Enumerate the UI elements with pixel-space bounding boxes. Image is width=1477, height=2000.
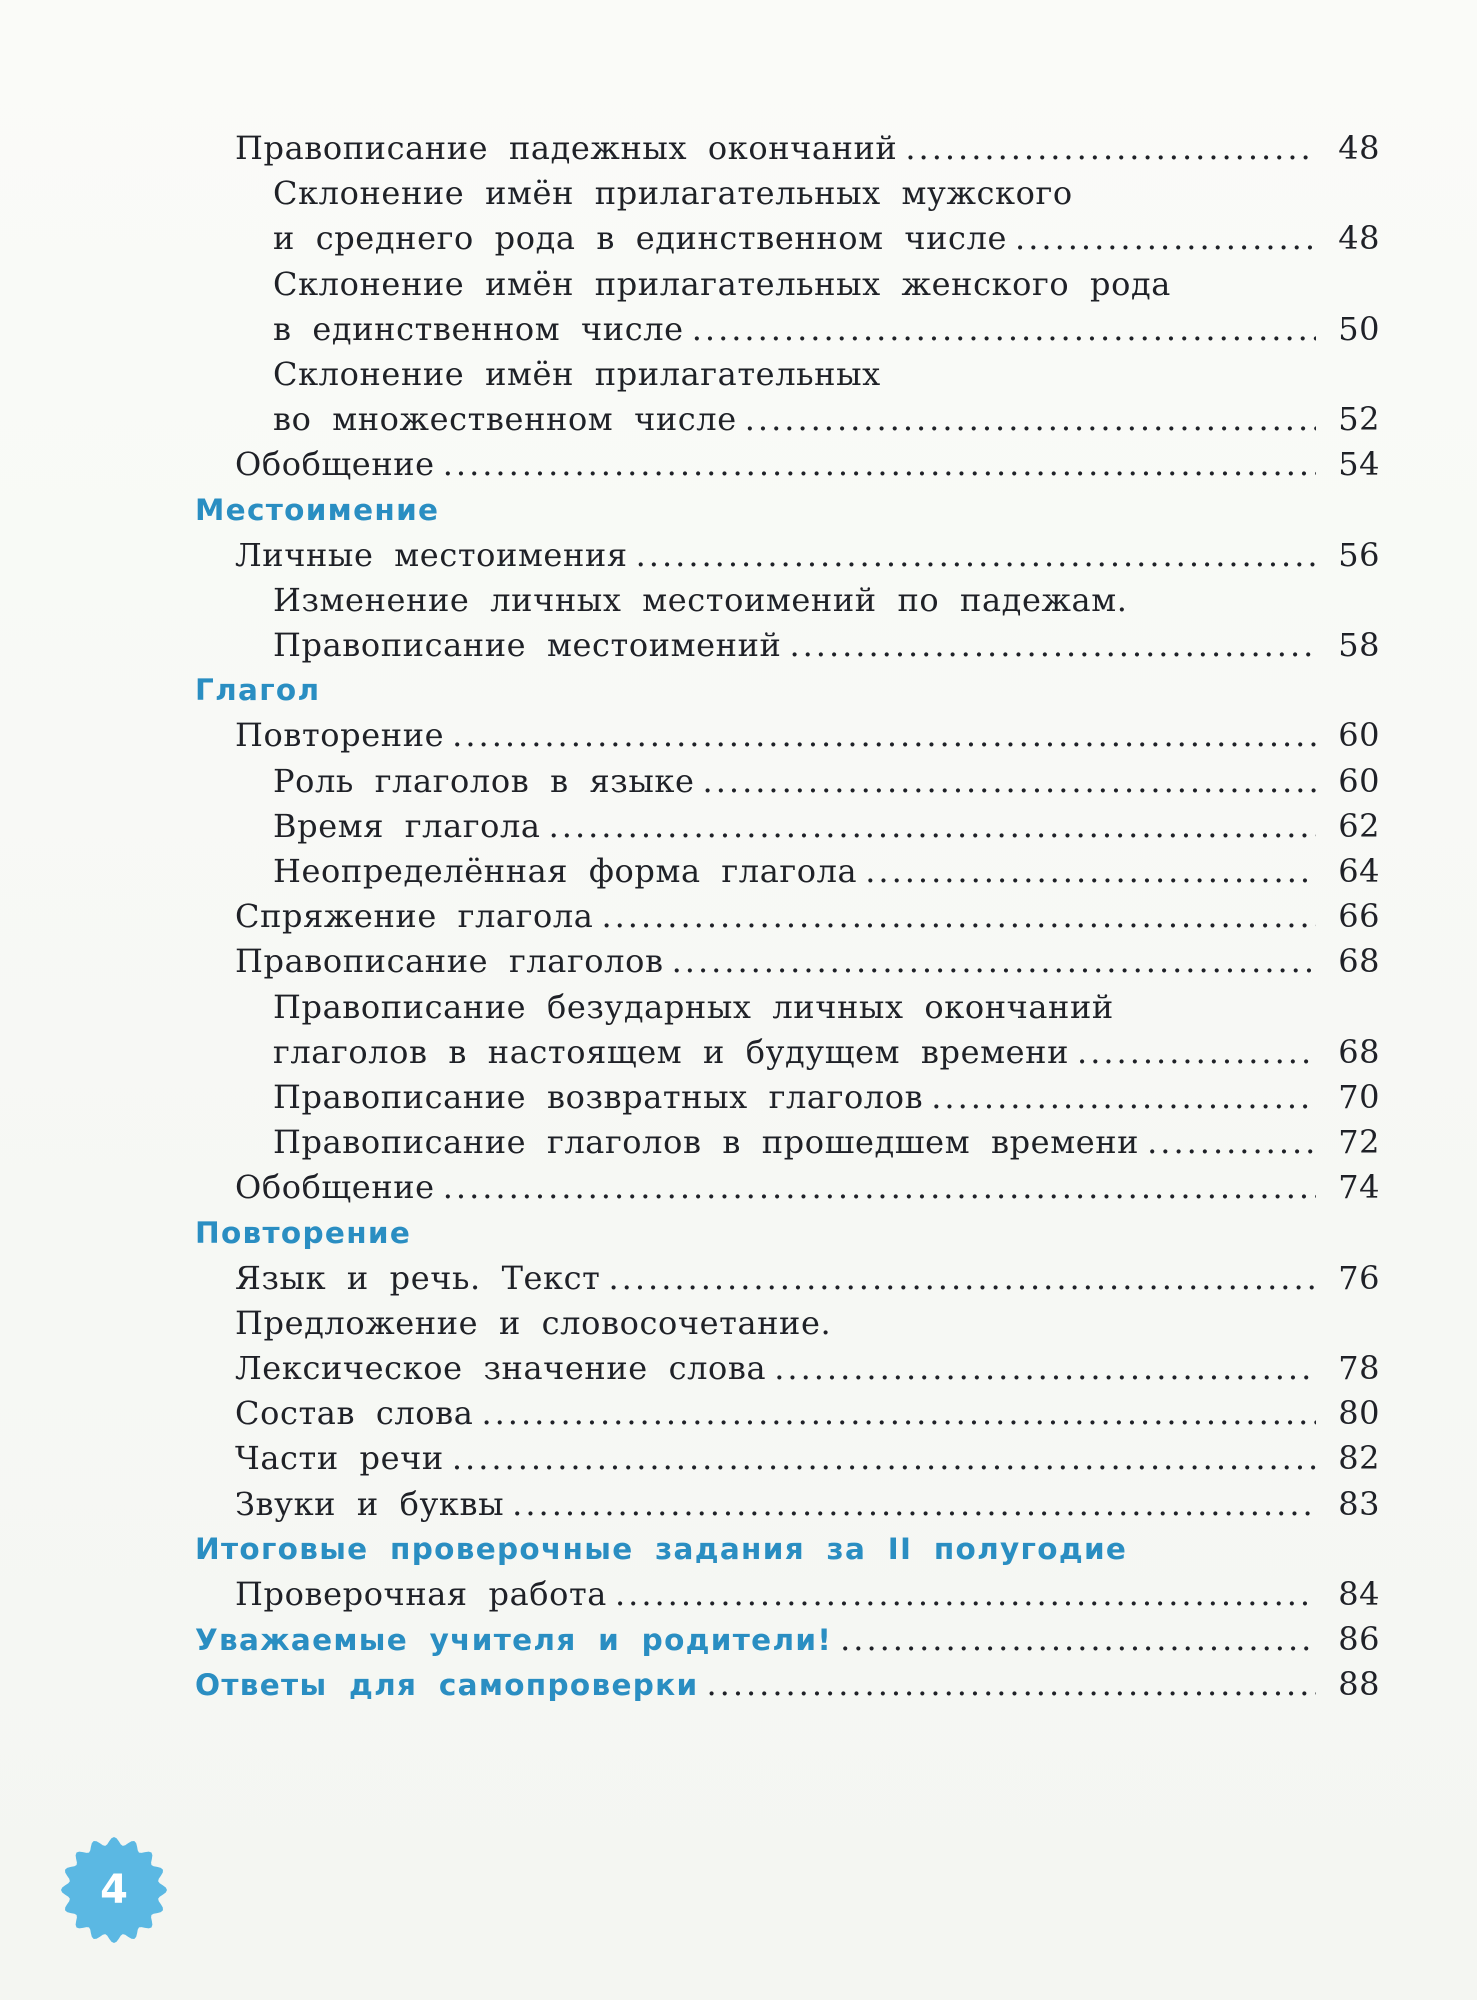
toc-page-number: 58 [1338, 626, 1380, 665]
dot-leader [549, 804, 1316, 849]
toc-entry [195, 1391, 1380, 1436]
toc-entry-title: Склонение имён прилагательных женского рода [273, 264, 1171, 303]
toc-entry-title: Правописание глаголов в прошедшем времени [273, 1123, 1140, 1162]
dot-leader [692, 307, 1316, 352]
dot-leader [774, 1346, 1316, 1391]
toc-entry-title: Обобщение [235, 1168, 435, 1207]
toc-page-number: 68 [1338, 1032, 1380, 1071]
page-number: 4 [100, 1867, 128, 1913]
toc-entry [195, 262, 1380, 307]
dot-leader [931, 1075, 1316, 1120]
toc-entry [195, 1301, 1380, 1346]
toc-section-heading [195, 1662, 1380, 1707]
toc-entry-title: во множественном числе [273, 400, 737, 439]
toc-entry-title: Ответы для самопроверки [195, 1668, 699, 1703]
toc-entry-title: Неопределённая форма глагола [273, 852, 858, 890]
toc-entry-title: Изменение личных местоимений по падежам. [273, 580, 1128, 619]
dot-leader [1147, 1120, 1316, 1165]
dot-leader [1015, 216, 1316, 261]
toc-entry-title: Местоимение [195, 492, 440, 527]
dot-leader [1077, 1030, 1316, 1075]
toc-entry-title: Глагол [195, 673, 321, 708]
toc-entry [195, 1482, 1380, 1527]
dot-leader [615, 1572, 1316, 1617]
toc-entry [195, 623, 1380, 668]
table-of-contents [195, 126, 1380, 1708]
toc-entry [195, 713, 1380, 758]
dot-leader [512, 1482, 1316, 1527]
toc-page-number: 78 [1338, 1349, 1380, 1388]
toc-page-number: 48 [1338, 129, 1380, 167]
toc-entry-title: Части речи [235, 1439, 444, 1478]
toc-entry-title: Склонение имён прилагательных [273, 354, 881, 393]
toc-entry [195, 894, 1380, 939]
dot-leader [601, 894, 1316, 939]
page-number-badge [60, 1836, 168, 1944]
toc-entry-title: и среднего рода в единственном числе [273, 219, 1008, 258]
toc-entry [195, 126, 1380, 171]
toc-page-number: 86 [1338, 1620, 1380, 1659]
dot-leader [840, 1617, 1316, 1662]
dot-leader [905, 126, 1316, 171]
toc-entry-title: Роль глаголов в языке [273, 761, 695, 800]
toc-entry-title: Правописание глаголов [235, 942, 664, 981]
toc-section-heading [195, 668, 1380, 713]
dot-leader [443, 442, 1316, 487]
toc-entry [195, 1346, 1380, 1391]
toc-entry [195, 939, 1380, 984]
dot-leader [452, 713, 1316, 758]
toc-entry [195, 307, 1380, 352]
toc-entry-title: в единственном числе [273, 309, 684, 348]
toc-entry-title: Правописание падежных окончаний [235, 129, 898, 167]
toc-entry-title: Уважаемые учителя и родители! [195, 1623, 833, 1658]
toc-entry [195, 985, 1380, 1030]
toc-entry-title: Личные местоимения [235, 535, 628, 574]
dot-leader [706, 1662, 1316, 1707]
toc-entry-title: Обобщение [235, 445, 435, 484]
toc-page-number: 64 [1338, 852, 1380, 890]
toc-entry-title: Повторение [235, 716, 445, 755]
toc-page-number: 72 [1338, 1123, 1380, 1162]
toc-page-number: 76 [1338, 1258, 1380, 1297]
toc-section-heading [195, 1527, 1380, 1572]
toc-page-number: 68 [1338, 942, 1380, 981]
dot-leader [745, 397, 1316, 442]
toc-entry-title: Итоговые проверочные задания за II полугодие [195, 1531, 1128, 1566]
dot-leader [865, 849, 1316, 894]
toc-entry [195, 849, 1380, 894]
toc-section-heading [195, 1211, 1380, 1256]
toc-page-number: 84 [1338, 1575, 1380, 1613]
toc-entry-title: Время глагола [273, 806, 541, 845]
toc-section-heading [195, 1617, 1380, 1662]
toc-page-number: 80 [1338, 1394, 1380, 1433]
toc-page-number: 70 [1338, 1077, 1380, 1116]
toc-page-number: 56 [1338, 535, 1380, 574]
toc-page-number: 83 [1338, 1484, 1380, 1523]
toc-entry-title: глаголов в настоящем и будущем времени [273, 1032, 1070, 1071]
toc-page-number: 50 [1338, 309, 1380, 348]
dot-leader [609, 1256, 1317, 1301]
toc-page-number: 60 [1338, 761, 1380, 800]
toc-entry-title: Проверочная работа [235, 1575, 607, 1613]
toc-entry [195, 578, 1380, 623]
toc-page-number: 88 [1338, 1665, 1380, 1704]
dot-leader [443, 1165, 1316, 1210]
toc-entry-title: Предложение и словосочетание. [235, 1303, 832, 1342]
toc-entry [195, 1572, 1380, 1617]
toc-entry [195, 804, 1380, 849]
toc-entry-title: Звуки и буквы [235, 1484, 505, 1523]
toc-entry-title: Повторение [195, 1215, 412, 1250]
dot-leader [672, 939, 1316, 984]
dot-leader [481, 1391, 1316, 1436]
toc-entry [195, 533, 1380, 578]
toc-entry [195, 352, 1380, 397]
toc-page-number: 54 [1338, 445, 1380, 484]
toc-entry [195, 759, 1380, 804]
toc-entry-title: Язык и речь. Текст [235, 1258, 601, 1297]
toc-entry [195, 1256, 1380, 1301]
toc-page-number: 60 [1338, 716, 1380, 755]
toc-page-number: 48 [1338, 219, 1380, 258]
toc-page-number: 62 [1338, 806, 1380, 845]
toc-entry [195, 1165, 1380, 1210]
toc-entry [195, 1436, 1380, 1481]
toc-entry-title: Правописание возвратных глаголов [273, 1077, 924, 1116]
toc-entry [195, 1030, 1380, 1075]
toc-entry [195, 1075, 1380, 1120]
toc-entry [195, 216, 1380, 261]
dot-leader [703, 759, 1316, 804]
dot-leader [636, 533, 1316, 578]
toc-page-number: 52 [1338, 400, 1380, 439]
dot-leader [452, 1436, 1316, 1481]
toc-entry-title: Правописание безударных личных окончаний [273, 987, 1114, 1026]
toc-entry [195, 397, 1380, 442]
toc-page-number: 74 [1338, 1168, 1380, 1207]
toc-page-number: 66 [1338, 897, 1380, 936]
toc-entry [195, 171, 1380, 216]
toc-page-number: 82 [1338, 1439, 1380, 1478]
toc-entry-title: Лексическое значение слова [235, 1349, 767, 1388]
toc-entry-title: Спряжение глагола [235, 897, 594, 936]
toc-entry-title: Склонение имён прилагательных мужского [273, 174, 1073, 213]
toc-entry [195, 1120, 1380, 1165]
toc-entry-title: Состав слова [235, 1394, 474, 1433]
toc-entry-title: Правописание местоимений [273, 626, 782, 665]
dot-leader [789, 623, 1316, 668]
toc-entry [195, 442, 1380, 487]
toc-section-heading [195, 488, 1380, 533]
